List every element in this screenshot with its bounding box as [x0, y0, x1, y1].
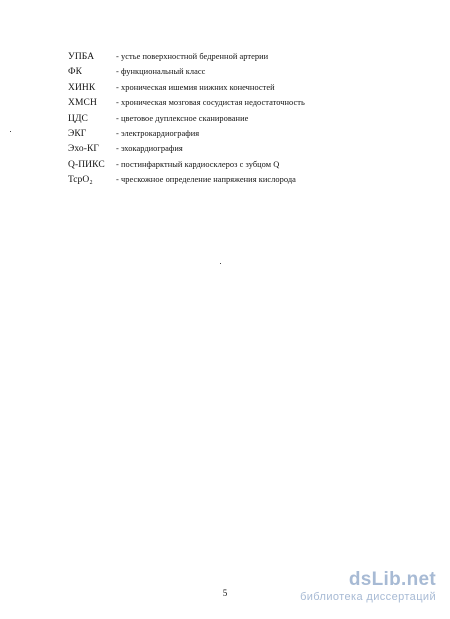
- abbreviation-term: ЦДС: [68, 113, 88, 124]
- abbreviation-row: [68, 114, 408, 129]
- abbreviation-row: [68, 175, 408, 190]
- abbreviation-row: [68, 129, 408, 144]
- abbreviation-definition: - постинфарктный кардиосклероз с зубцом Q: [116, 159, 280, 169]
- abbreviation-definition: - чрескожное определение напряжения кислорода: [116, 175, 296, 185]
- abbreviation-list: [68, 52, 408, 191]
- abbreviation-term: ХМСН: [68, 98, 97, 109]
- abbreviation-term: TcpO₂: [68, 175, 93, 186]
- abbreviation-definition: - хроническая мозговая сосудистая недостаточность: [116, 98, 305, 108]
- abbreviation-term: ЭКГ: [68, 128, 87, 139]
- abbreviation-row: [68, 83, 408, 98]
- watermark-logo: dsLib.net: [348, 569, 436, 590]
- abbreviation-definition: - электрокардиография: [116, 128, 200, 138]
- abbreviation-definition: - функциональный класс: [116, 67, 206, 77]
- abbreviation-term: УПБА: [68, 52, 95, 62]
- page-number: 5: [222, 588, 228, 598]
- watermark-subtitle: библиотека диссертаций: [300, 591, 436, 603]
- scan-speck: [10, 131, 11, 132]
- scan-speck: [220, 263, 221, 264]
- abbreviation-row: [68, 160, 408, 175]
- abbreviation-definition: - устье поверхностной бедренной артерии: [116, 52, 269, 61]
- abbreviation-definition: - хроническая ишемия нижних конечностей: [116, 82, 275, 92]
- abbreviation-row: [68, 67, 408, 82]
- abbreviation-definition: - цветовое дуплексное сканирование: [116, 113, 249, 123]
- abbreviation-row: [68, 98, 408, 113]
- abbreviation-term: Эхо-КГ: [68, 144, 100, 155]
- abbreviation-term: ФК: [68, 67, 83, 78]
- abbreviation-term: ХИНК: [68, 82, 96, 93]
- abbreviation-row: [68, 144, 408, 159]
- watermark: [300, 570, 436, 604]
- abbreviation-definition: - эхокардиография: [116, 144, 183, 154]
- abbreviation-term: Q-ПИКС: [68, 159, 105, 170]
- abbreviation-row: [68, 52, 408, 67]
